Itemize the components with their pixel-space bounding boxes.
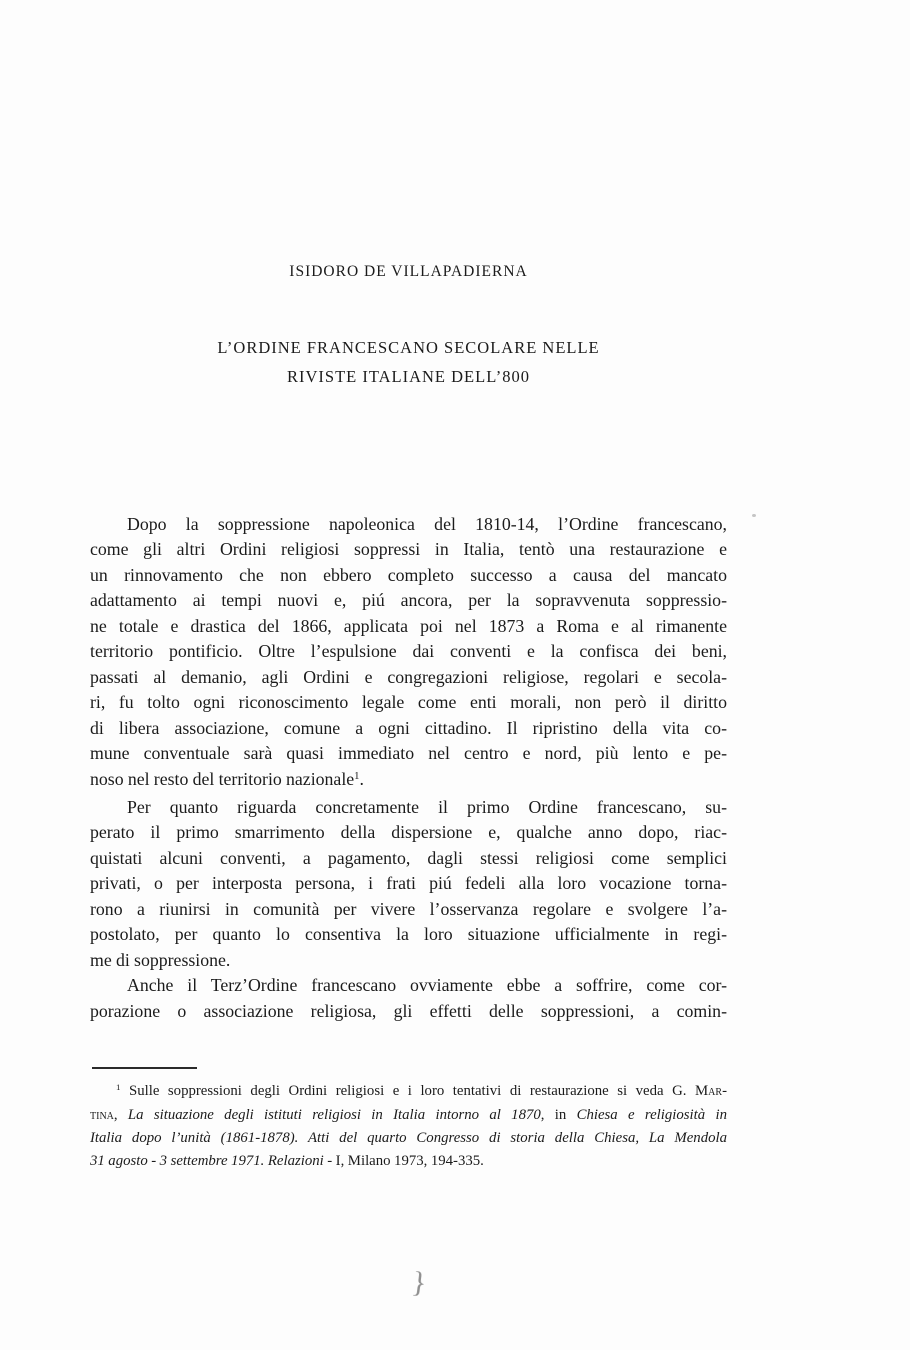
text-segment: quistati alcuni conventi, a pagamento, dagli stessi religiosi come semplici bbox=[90, 847, 727, 868]
text-segment: ri, fu tolto ogni riconoscimento legale come enti morali, non però il diritto bbox=[90, 692, 727, 713]
text-segment: rono a riunirsi in comunità per vivere l’osservanza regolare e svolgere l’a- bbox=[90, 898, 727, 919]
text-segment: perato il primo smarrimento della dispersione e, qualche anno dopo, riac- bbox=[90, 822, 727, 843]
text-segment: adattamento ai tempi nuovi e, piú ancora, per la sopravvenuta soppressio- bbox=[90, 590, 727, 611]
body-line bbox=[90, 846, 727, 871]
footnote-reference: 1 bbox=[354, 769, 360, 782]
body-line bbox=[90, 795, 727, 820]
text-segment: Mar- bbox=[695, 1083, 727, 1099]
text-segment: . bbox=[359, 768, 364, 789]
text-segment: , bbox=[113, 1107, 128, 1123]
text-segment: Per quanto riguarda concretamente il primo Ordine francescano, su- bbox=[127, 796, 727, 817]
body-line bbox=[90, 537, 727, 562]
footnote-reference: 1 bbox=[116, 1082, 121, 1093]
body-line bbox=[90, 871, 727, 896]
text-segment: privati, o per interposta persona, i frati piú fedeli alla loro vocazione torna- bbox=[90, 873, 727, 894]
text-segment: postolato, per quanto lo consentiva la loro situazione ufficialmente in regi- bbox=[90, 924, 727, 945]
text-segment: Dopo la soppressione napoleonica del 1810-14, l’Ordine francescano, bbox=[127, 514, 727, 534]
body-line bbox=[90, 767, 727, 795]
body-line bbox=[90, 741, 727, 766]
text-segment: un rinnovamento che non ebbero completo successo a causa del mancato bbox=[90, 564, 727, 585]
text-segment: Anche il Terz’Ordine francescano ovviamente ebbe a soffrire, come cor- bbox=[127, 975, 727, 996]
title-line-2: RIVISTE ITALIANE DELL’800 bbox=[286, 367, 531, 386]
body-line bbox=[90, 948, 727, 973]
author-heading: ISIDORO DE VILLAPADIERNA bbox=[289, 263, 528, 280]
text-segment: porazione o associazione religiosa, gli effetti delle soppressioni, a comin- bbox=[90, 1000, 727, 1021]
text-segment: me di soppressione. bbox=[90, 949, 231, 970]
footnote-line bbox=[90, 1104, 727, 1127]
text-segment: tina bbox=[90, 1107, 114, 1123]
text-segment: mune conventuale sarà quasi immediato nel centro e nord, più lento e pe- bbox=[90, 743, 727, 764]
footnote-line bbox=[90, 1127, 727, 1150]
body-text bbox=[90, 512, 727, 1024]
title-line-1: L’ORDINE FRANCESCANO SECOLARE NELLE bbox=[217, 338, 600, 357]
text-segment: Chiesa e religiosità in bbox=[576, 1107, 727, 1123]
footnote-divider bbox=[92, 1067, 197, 1069]
text-segment: territorio pontificio. Oltre l’espulsione dai conventi e la confisca dei beni, bbox=[90, 641, 727, 662]
body-line bbox=[90, 614, 727, 639]
text-segment: di libera associazione, comune a ogni cittadino. Il ripristino della vita co- bbox=[90, 717, 727, 738]
scan-speck bbox=[752, 514, 756, 517]
body-line bbox=[90, 897, 727, 922]
text-segment: 31 agosto - 3 settembre 1971. Relazioni bbox=[90, 1153, 324, 1169]
body-line bbox=[90, 973, 727, 998]
body-line bbox=[90, 639, 727, 664]
text-segment: Sulle soppressioni degli Ordini religiosi e i loro tentativi di restaurazione si veda G. bbox=[120, 1083, 696, 1099]
footnote-line bbox=[90, 1080, 727, 1104]
body-line bbox=[90, 665, 727, 690]
text-segment: noso nel resto del territorio nazionale bbox=[90, 768, 355, 789]
body-line bbox=[90, 999, 727, 1024]
text-segment: - I, Milano 1973, 194-335. bbox=[323, 1153, 484, 1169]
body-line bbox=[90, 716, 727, 741]
article-title bbox=[90, 333, 727, 391]
text-segment: come gli altri Ordini religiosi soppressi in Italia, tentò una restaurazione e bbox=[90, 539, 727, 560]
body-line bbox=[90, 588, 727, 613]
text-segment: La situazione degli istituti religiosi in Italia intorno al 1870 bbox=[127, 1107, 541, 1123]
body-line bbox=[90, 690, 727, 715]
text-segment: Italia dopo l’unità (1861-1878). Atti del quarto Congresso di storia della Chiesa, La Mendola bbox=[90, 1130, 727, 1146]
body-line bbox=[90, 563, 727, 588]
text-segment: , in bbox=[540, 1107, 577, 1123]
body-line bbox=[90, 512, 727, 537]
footnote bbox=[90, 1080, 727, 1173]
footnote-line bbox=[90, 1150, 727, 1173]
body-line bbox=[90, 820, 727, 845]
text-segment: passati al demanio, agli Ordini e congregazioni religiose, regolari e secola- bbox=[90, 666, 727, 687]
text-segment: ne totale e drastica del 1866, applicata poi nel 1873 a Roma e al rimanente bbox=[90, 615, 727, 636]
page-bottom-mark: } bbox=[410, 1265, 429, 1300]
body-line bbox=[90, 922, 727, 947]
